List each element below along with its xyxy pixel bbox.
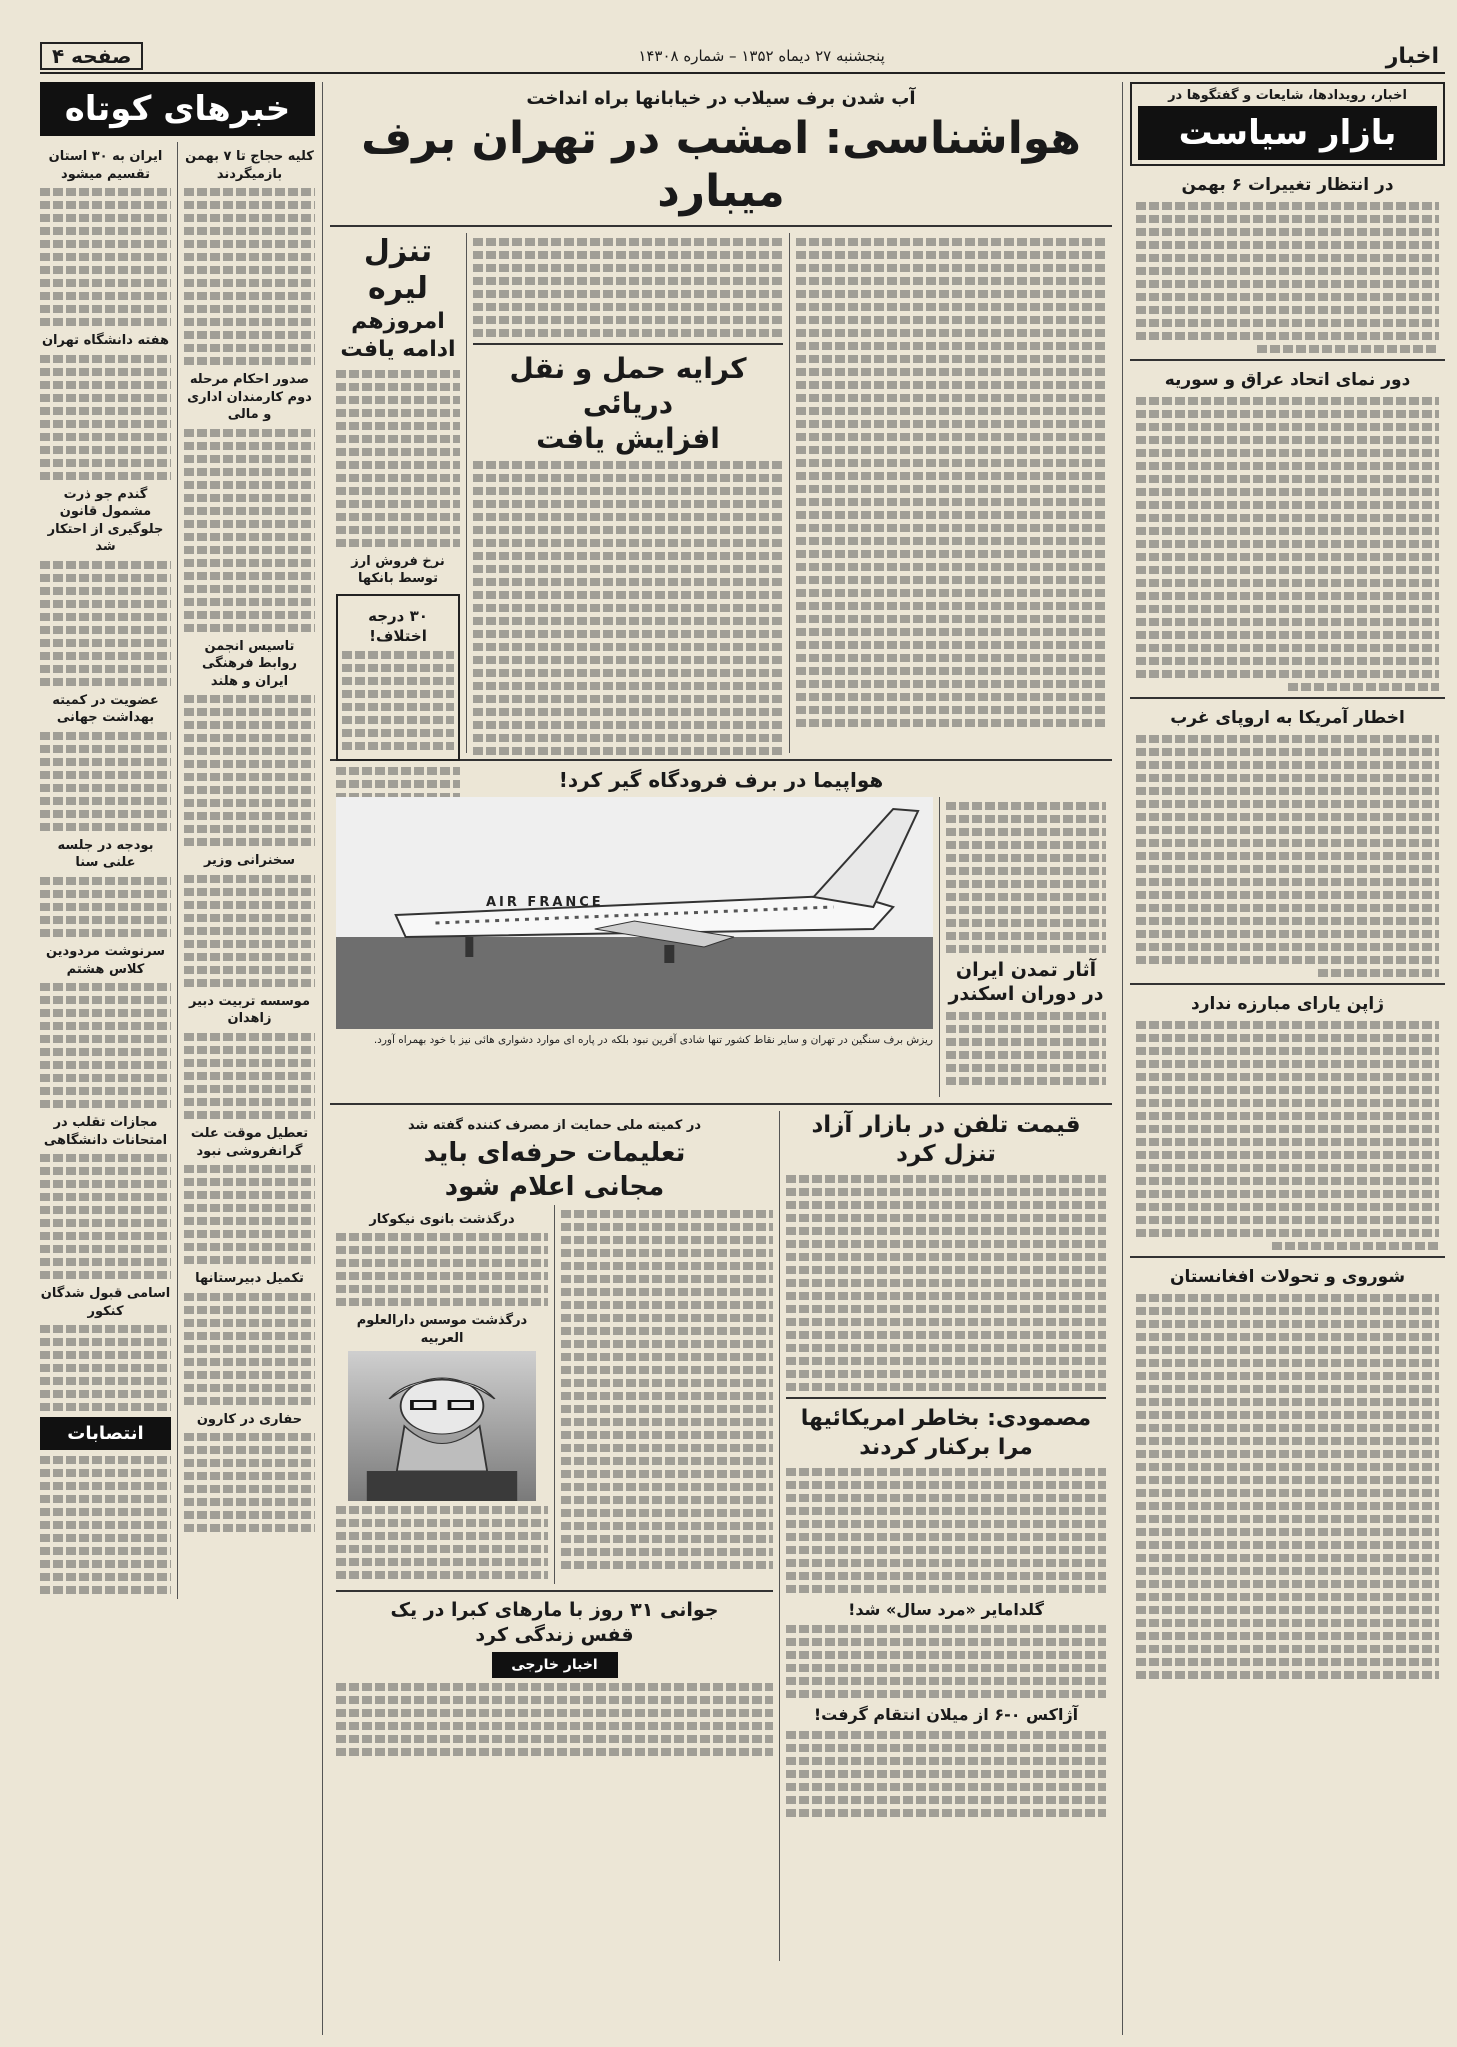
news-item-title: اسامی قبول شدگان کنکور	[40, 1286, 171, 1319]
plane-livery: AIR FRANCE	[486, 894, 604, 910]
page-label: صفحه ۴	[40, 42, 143, 70]
portrait-photo	[348, 1351, 536, 1501]
shipping-headline: کرایه حمل و نقل دریائی	[509, 351, 747, 420]
shipping-headline-2: افزایش یافت	[536, 421, 720, 455]
ancient-headline: آثار تمدن ایران در دوران اسکندر	[948, 958, 1104, 1006]
news-item-title: موسسه تربیت دبیر زاهدان	[188, 993, 310, 1027]
airplane-title: هواپیما در برف فرودگاه گیر کرد!	[558, 767, 884, 792]
news-item-title: سرنوشت مردودین کلاس هشتم	[45, 944, 166, 977]
news-item-title: تاسیس انجمن روابط فرهنگی ایران و هلند	[202, 638, 297, 689]
politics-column	[1130, 82, 1445, 2035]
masoudi-story	[780, 1111, 1112, 1961]
golda-headline: گلدامایر «مرد سال» شد!	[848, 1599, 1044, 1619]
politics-banner-main: بازار سیاست	[1138, 106, 1437, 160]
ancient-story	[940, 797, 1112, 1097]
news-item-title: سخنرانی وزیر	[203, 853, 296, 869]
masthead	[40, 40, 1445, 74]
article-text	[1136, 735, 1439, 977]
obituary-title-2: درگذشت موسس دارالعلوم العربیه	[356, 1313, 528, 1346]
education-headline-2: مجانی اعلام شود	[444, 1171, 665, 1202]
short-news-subcolumn	[40, 142, 171, 1599]
article-text	[1136, 1021, 1439, 1250]
short-news-column	[40, 82, 315, 2035]
masoudi-headline-2: مرا برکنار کردند	[859, 1434, 1033, 1460]
upper-band	[330, 233, 1112, 753]
temperature-box-title: ۳۰ درجه اختلاف!	[368, 606, 428, 646]
lira-story	[330, 233, 466, 753]
main-headline: هواشناسی: امشب در تهران برف میبارد	[361, 113, 1081, 217]
news-item-title: بودجه در جلسه علنی سنا	[57, 837, 154, 871]
main-kicker: آب شدن برف سیلاب در خیابانها براه انداخت	[526, 88, 916, 109]
article-text	[1136, 202, 1439, 353]
weather-story	[790, 233, 1112, 753]
temperature-box	[336, 594, 460, 762]
news-item-title: حفاری در کارون	[196, 1411, 303, 1427]
airplane-photo	[336, 797, 933, 1029]
news-item-title: عضویت در کمیته بهداشت جهانی	[52, 692, 159, 726]
main-news-area	[330, 82, 1112, 2035]
section-title: ژاپن یارای مبارزه ندارد	[1190, 994, 1384, 1015]
lower-band	[330, 1111, 1112, 1961]
obituary-title: درگذشت بانوی نیکوکار	[369, 1211, 515, 1227]
date-line: پنجشنبه ۲۷ دیماه ۱۳۵۲ – شماره ۱۴۳۰۸	[638, 47, 885, 65]
education-story	[330, 1111, 779, 1961]
education-headline: تعلیمات حرفه‌ای باید	[423, 1138, 686, 1169]
foreign-news-label: اخبار خارجی	[492, 1652, 618, 1678]
obituary-block	[336, 1205, 548, 1585]
section-title: اخطار آمریکا به اروپای غرب	[1170, 708, 1405, 729]
section-title: شوروی و تحولات افغانستان	[1169, 1267, 1406, 1288]
airplane-icon	[336, 797, 933, 1029]
news-item-title: مجازات تقلب در امتحانات دانشگاهی	[43, 1115, 168, 1148]
lira-headline: تنزل لیره	[363, 233, 433, 307]
news-item-title: کلیه حجاج تا ۷ بهمن بازمیگردند	[185, 149, 314, 182]
photo-caption: ریزش برف سنگین در تهران و سایر نقاط کشور تنها شادی آفرین نبود بلکه در پاره ای موارد دشواری هائی نیز با خود بهمراه آورد.	[373, 1033, 933, 1046]
article-text	[1136, 397, 1439, 691]
news-item-title: گندم جو ذرت مشمول قانون جلوگیری از احتکار شد	[47, 486, 164, 555]
photo-band	[330, 797, 1112, 1097]
masoudi-headline: مصمودی: بخاطر امریکائیها	[800, 1406, 1092, 1432]
lira-subhead: نرخ فروش ارز توسط بانکها	[351, 553, 445, 587]
news-item-title: تعطیل موقت علت گرانفروشی نبود	[190, 1126, 309, 1159]
news-item-title: هفته دانشگاه تهران	[41, 333, 170, 349]
short-news-subcolumn	[184, 142, 315, 1599]
education-kicker: در کمیته ملی حمایت از مصرف کننده گفته شد	[408, 1117, 701, 1133]
news-item-title: ایران به ۳۰ استان تقسیم میشود	[48, 149, 163, 182]
lira-headline-2: امروزهم ادامه یافت	[340, 308, 456, 363]
appointments-banner: انتصابات	[40, 1417, 171, 1450]
shipping-story	[467, 233, 789, 753]
phone-headline: قیمت تلفن در بازار آزاد	[811, 1111, 1081, 1138]
education-text	[561, 1205, 773, 1585]
youth-headline: جوانی ۳۱ روز با مارهای کبرا در یک	[390, 1599, 719, 1622]
short-news-banner: خبرهای کوتاه	[40, 82, 315, 136]
phone-headline-2: تنزل کرد	[896, 1141, 996, 1168]
politics-banner-top: اخبار، رویدادها، شایعات و گفتگوها در	[1168, 88, 1407, 103]
article-text	[1136, 1294, 1439, 1679]
section-title: دور نمای اتحاد عراق و سوریه	[1164, 370, 1411, 391]
aeroflot-headline: آژاکس ۰-۶ از میلان انتقام گرفت!	[813, 1705, 1079, 1725]
youth-headline-2: قفس زندگی کرد	[475, 1624, 634, 1647]
politics-banner	[1130, 82, 1445, 166]
person-icon	[348, 1351, 536, 1501]
paper-name: اخبار	[1385, 43, 1439, 69]
airplane-photo-block	[330, 797, 939, 1097]
news-item-title: تکمیل دبیرستانها	[195, 1271, 304, 1287]
section-title: در انتظار تغییرات ۶ بهمن	[1181, 175, 1394, 195]
news-item-title: صدور احکام مرحله دوم کارمندان اداری و مالی	[187, 372, 312, 423]
